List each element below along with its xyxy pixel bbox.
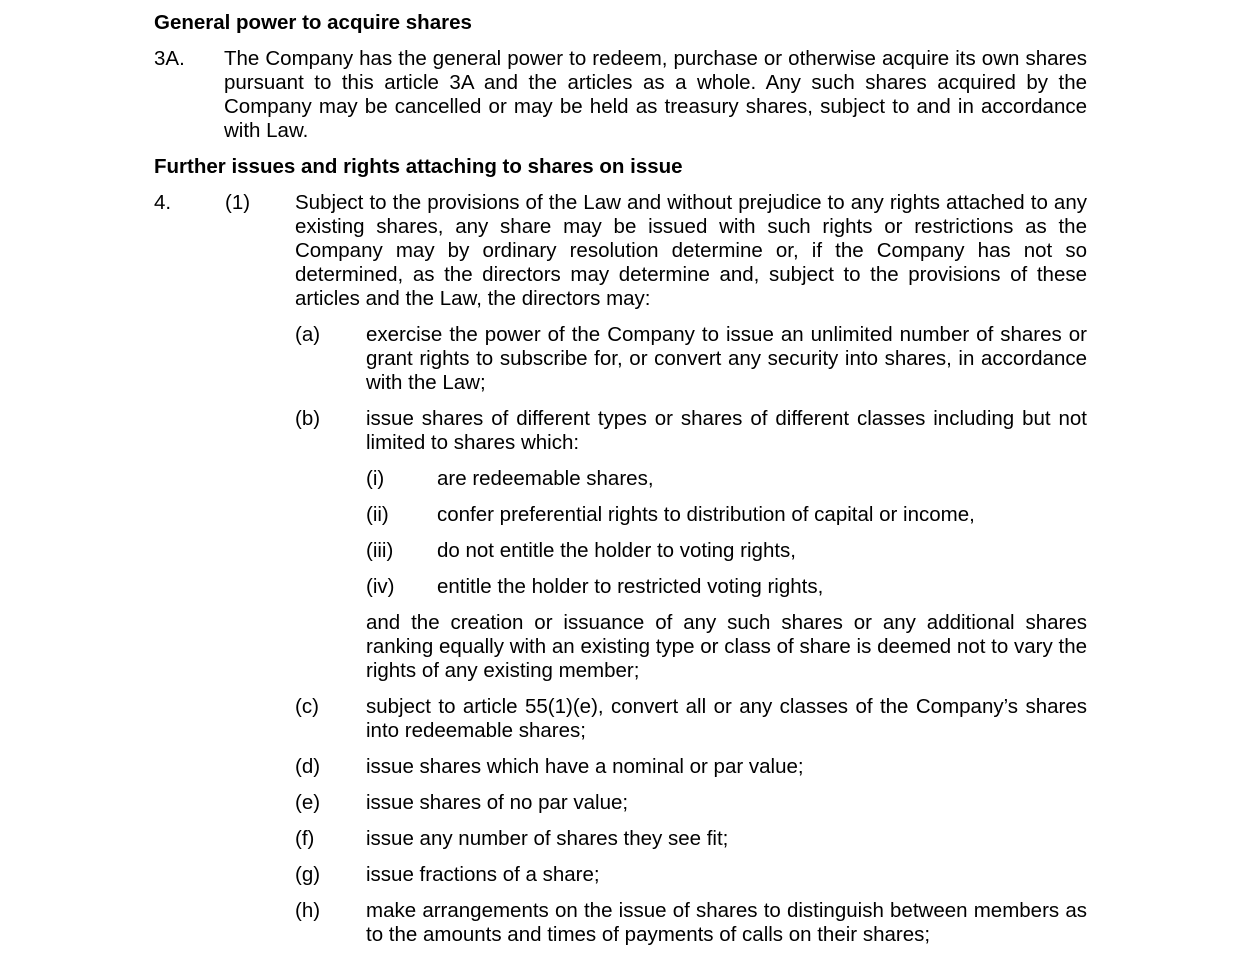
item-text: issue shares which have a nominal or par value; bbox=[366, 755, 804, 778]
list-item-a bbox=[154, 323, 1087, 395]
item-label: (d) bbox=[295, 755, 321, 778]
item-label: (f) bbox=[295, 827, 315, 850]
section-heading-4: Further issues and rights attaching to shares on issue bbox=[154, 155, 683, 178]
list-item-e bbox=[154, 791, 1087, 815]
sub-item-iv bbox=[154, 575, 1087, 599]
sub-item-iii bbox=[154, 539, 1087, 563]
clause-text: Subject to the provisions of the Law and without prejudice to any rights attached to any existing shares, any share may be issued with such rights or restrictions as the Company may by ordinary resolution determine or, if the Company has not so determined, as the directors may determine and, subject to the provisions of these articles and the Law, the directors may: bbox=[295, 191, 1087, 310]
item-b-continuation bbox=[154, 611, 1087, 683]
clause-number: 3A. bbox=[154, 47, 185, 70]
item-label: (e) bbox=[295, 791, 321, 814]
item-text: make arrangements on the issue of shares to distinguish between members as to the amounts and times of payments of calls on their shares; bbox=[366, 899, 1087, 946]
item-text: subject to article 55(1)(e), convert all or any classes of the Company’s shares into redeemable shares; bbox=[366, 695, 1087, 742]
sub-item-text: do not entitle the holder to voting rights, bbox=[437, 539, 796, 562]
subclause-number: (1) bbox=[225, 191, 251, 214]
clause-text: The Company has the general power to redeem, purchase or otherwise acquire its own shares pursuant to this article 3A and the articles as a whole. Any such shares acquired by the Company may be cancelled or may be held as treasury shares, subject to and in accordance with Law. bbox=[224, 47, 1087, 142]
clause-number: 4. bbox=[154, 191, 172, 214]
sub-item-text: entitle the holder to restricted voting rights, bbox=[437, 575, 824, 598]
item-text: issue any number of shares they see fit; bbox=[366, 827, 729, 850]
item-label: (h) bbox=[295, 899, 321, 922]
item-label: (a) bbox=[295, 323, 321, 346]
section-heading-3a: General power to acquire shares bbox=[154, 11, 472, 34]
sub-item-label: (iv) bbox=[366, 575, 395, 598]
sub-item-text: are redeemable shares, bbox=[437, 467, 654, 490]
list-item-d bbox=[154, 755, 1087, 779]
list-item-c bbox=[154, 695, 1087, 743]
list-item-h bbox=[154, 899, 1087, 947]
list-item-b bbox=[154, 407, 1087, 455]
sub-item-i bbox=[154, 467, 1087, 491]
continuation-text: and the creation or issuance of any such shares or any additional shares ranking equally with an existing type or class of share is deemed not to vary the rights of any existing member; bbox=[366, 611, 1087, 682]
item-text: issue fractions of a share; bbox=[366, 863, 600, 886]
list-item-f bbox=[154, 827, 1087, 851]
sub-item-label: (i) bbox=[366, 467, 385, 490]
item-text: exercise the power of the Company to issue an unlimited number of shares or grant rights to subscribe for, or convert any security into shares, in accordance with the Law; bbox=[366, 323, 1087, 394]
sub-item-label: (ii) bbox=[366, 503, 389, 526]
clause-4-1 bbox=[154, 191, 1087, 311]
list-item-g bbox=[154, 863, 1087, 887]
item-label: (g) bbox=[295, 863, 321, 886]
sub-item-text: confer preferential rights to distribution of capital or income, bbox=[437, 503, 975, 526]
item-text: issue shares of no par value; bbox=[366, 791, 629, 814]
sub-item-label: (iii) bbox=[366, 539, 394, 562]
sub-item-ii bbox=[154, 503, 1087, 527]
item-text: issue shares of different types or shares of different classes including but not limited to shares which: bbox=[366, 407, 1087, 454]
clause-3a bbox=[154, 47, 1087, 143]
document-page bbox=[154, 11, 1087, 959]
item-label: (b) bbox=[295, 407, 321, 430]
item-label: (c) bbox=[295, 695, 319, 718]
